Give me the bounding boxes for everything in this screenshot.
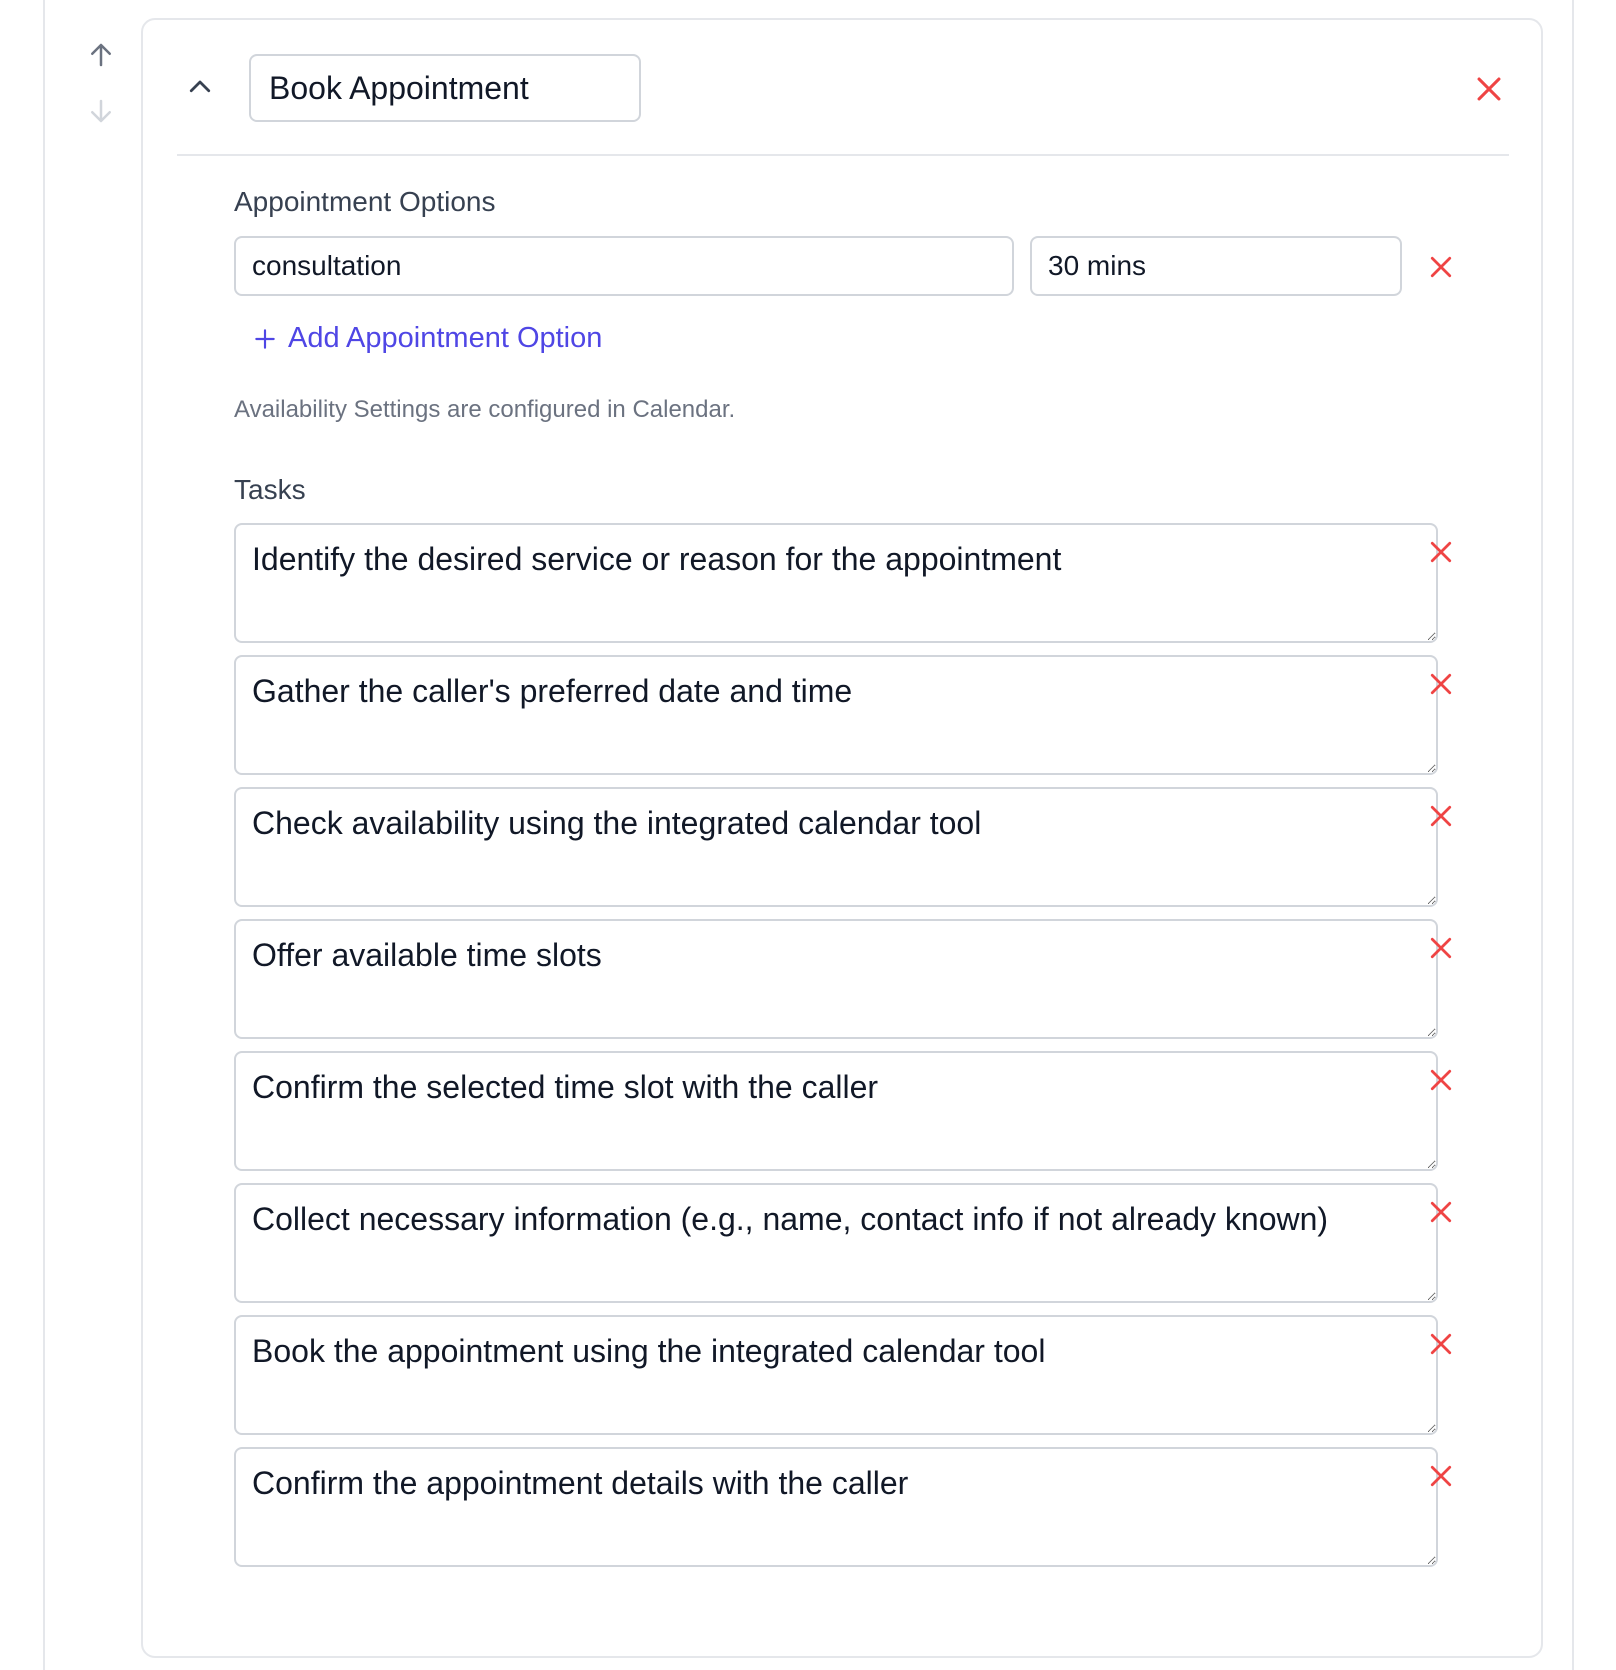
add-appointment-option-label: Add Appointment Option [288, 322, 603, 354]
remove-task-close-icon[interactable] [1426, 537, 1456, 567]
task-textarea[interactable] [234, 787, 1438, 907]
task-textarea[interactable] [234, 523, 1438, 643]
task-textarea[interactable] [234, 919, 1438, 1039]
add-appointment-option-button[interactable] [252, 322, 602, 355]
remove-task-close-icon[interactable] [1426, 669, 1456, 699]
flow-card-header [143, 20, 1541, 156]
remove-task-close-icon[interactable] [1426, 1329, 1456, 1359]
availability-note: Availability Settings are configured in Calendar. [234, 396, 736, 423]
remove-option-close-icon[interactable] [1426, 252, 1456, 282]
task-textarea[interactable] [234, 1315, 1438, 1435]
remove-task-close-icon[interactable] [1426, 1461, 1456, 1491]
header-divider [177, 154, 1509, 156]
remove-task-close-icon[interactable] [1426, 801, 1456, 831]
move-down-icon[interactable] [86, 96, 116, 126]
flow-card [141, 18, 1543, 1658]
remove-task-close-icon[interactable] [1426, 1197, 1456, 1227]
tasks-label: Tasks [234, 474, 306, 505]
task-textarea[interactable] [234, 655, 1438, 775]
appointment-options-label: Appointment Options [234, 186, 496, 217]
chevron-up-icon[interactable] [185, 72, 215, 102]
task-textarea[interactable] [234, 1183, 1438, 1303]
option-name-input[interactable] [234, 236, 1014, 296]
move-up-icon[interactable] [86, 40, 116, 70]
plus-icon [252, 326, 278, 352]
option-duration-input[interactable] [1030, 236, 1402, 296]
task-textarea[interactable] [234, 1051, 1438, 1171]
task-textarea[interactable] [234, 1447, 1438, 1567]
reorder-controls [86, 40, 116, 152]
remove-task-close-icon[interactable] [1426, 933, 1456, 963]
delete-flow-close-icon[interactable] [1472, 72, 1506, 106]
remove-task-close-icon[interactable] [1426, 1065, 1456, 1095]
flow-title-input[interactable] [249, 54, 641, 122]
